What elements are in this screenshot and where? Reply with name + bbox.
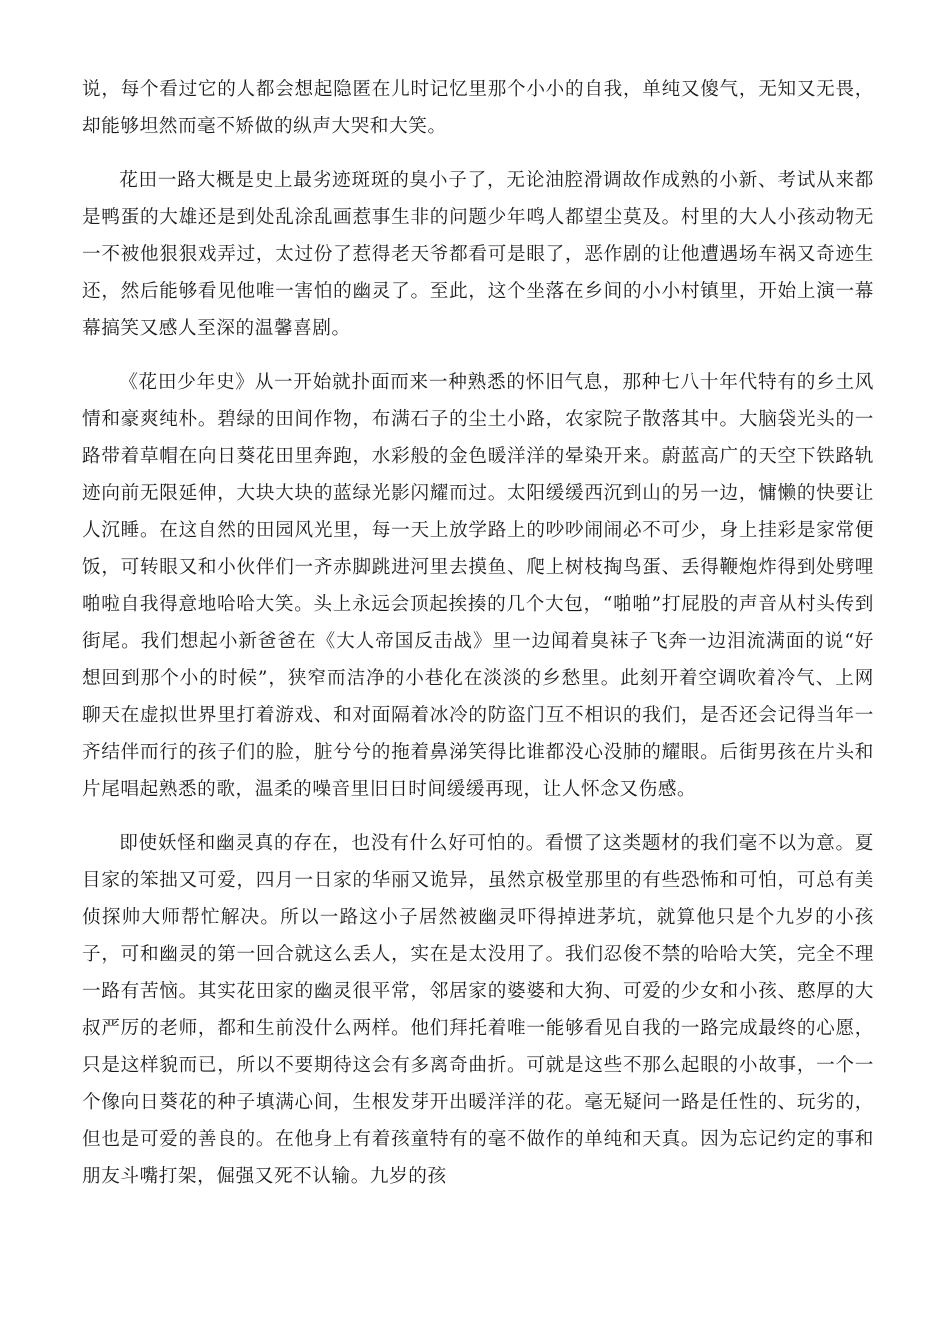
paragraph-4: 即使妖怪和幽灵真的存在，也没有什么好可怕的。看惯了这类题材的我们毫不以为意。夏目家的笨拙又可爱，四月一日家的华丽又诡异，虽然京极堂那里的有些恐怖和可怕，可总有美侦探帅大师帮忙解决。所以一路这小子居然被幽灵吓得掉进茅坑，就算他只是个九岁的小孩子，可和幽灵的第一回合就这么丢人，实在是太没用了。我们忍俊不禁的哈哈大笑，完全不理一路有苦恼。其实花田家的幽灵很平常，邻居家的婆婆和大狗、可爱的少女和小孩、憨厚的大叔严厉的老师，都和生前没什么两样。他们拜托着唯一能够看见自我的一路完成最终的心愿，只是这样貌而已，所以不要期待这会有多离奇曲折。可就是这些不那么起眼的小故事，一个一个像向日葵花的种子填满心间，生根发芽开出暖洋洋的花。毫无疑问一路是任性的、玩劣的，但也是可爱的善良的。在他身上有着孩童特有的毫不做作的单纯和天真。因为忘记约定的事和朋友斗嘴打架，倔强又死不认输。九岁的孩 — [82, 833, 874, 1187]
paragraph-3: 《花田少年史》从一开始就扑面而来一种熟悉的怀旧气息，那种七八十年代特有的乡土风情和豪爽纯朴。碧绿的田间作物，布满石子的尘土小路，农家院子散落其中。大脑袋光头的一路带着草帽在向日葵花田里奔跑，水彩般的金色暖洋洋的晕染开来。蔚蓝高广的天空下铁路轨迹向前无限延伸，大块大块的蓝绿光影闪耀而过。太阳缓缓西沉到山的另一边，慵懒的快要让人沉睡。在这自然的田园风光里，每一天上放学路上的吵吵闹闹必不可少，身上挂彩是家常便饭，可转眼又和小伙伴们一齐赤脚跳进河里去摸鱼、爬上树枝掏鸟蛋、丢得鞭炮炸得到处劈哩啪啦自我得意地哈哈大笑。头上永远会顶起挨揍的几个大包，“啪啪”打屁股的声音从村头传到街尾。我们想起小新爸爸在《大人帝国反击战》里一边闻着臭袜子飞奔一边泪流满面的说“好想回到那个小的时候”，狭窄而洁净的小巷化在淡淡的乡愁里。此刻开着空调吹着冷气、上网聊天在虚拟世界里打着游戏、和对面隔着冰冷的防盗门互不相识的我们，是否还会记得当年一齐结伴而行的孩子们的脸，脏兮兮的拖着鼻涕笑得比谁都没心没肺的耀眼。后街男孩在片头和片尾唱起熟悉的歌，温柔的噪音里旧日时间缓缓再现，让人怀念又伤感。 — [82, 372, 874, 800]
document-body — [82, 71, 874, 1195]
paragraph-2: 花田一路大概是史上最劣迹斑斑的臭小子了，无论油腔滑调故作成熟的小新、考试从来都是鸭蛋的大雄还是到处乱涂乱画惹事生非的问题少年鸣人都望尘莫及。村里的大人小孩动物无一不被他狠狠戏弄过，太过份了惹得老天爷都看可是眼了，恶作剧的让他遭遇场车祸又奇迹生还，然后能够看见他唯一害怕的幽灵了。至此，这个坐落在乡间的小小村镇里，开始上演一幕幕搞笑又感人至深的温馨喜剧。 — [82, 170, 874, 339]
paragraph-1: 说，每个看过它的人都会想起隐匿在儿时记忆里那个小小的自我，单纯又傻气，无知又无畏，却能够坦然而毫不矫做的纵声大哭和大笑。 — [82, 79, 874, 137]
